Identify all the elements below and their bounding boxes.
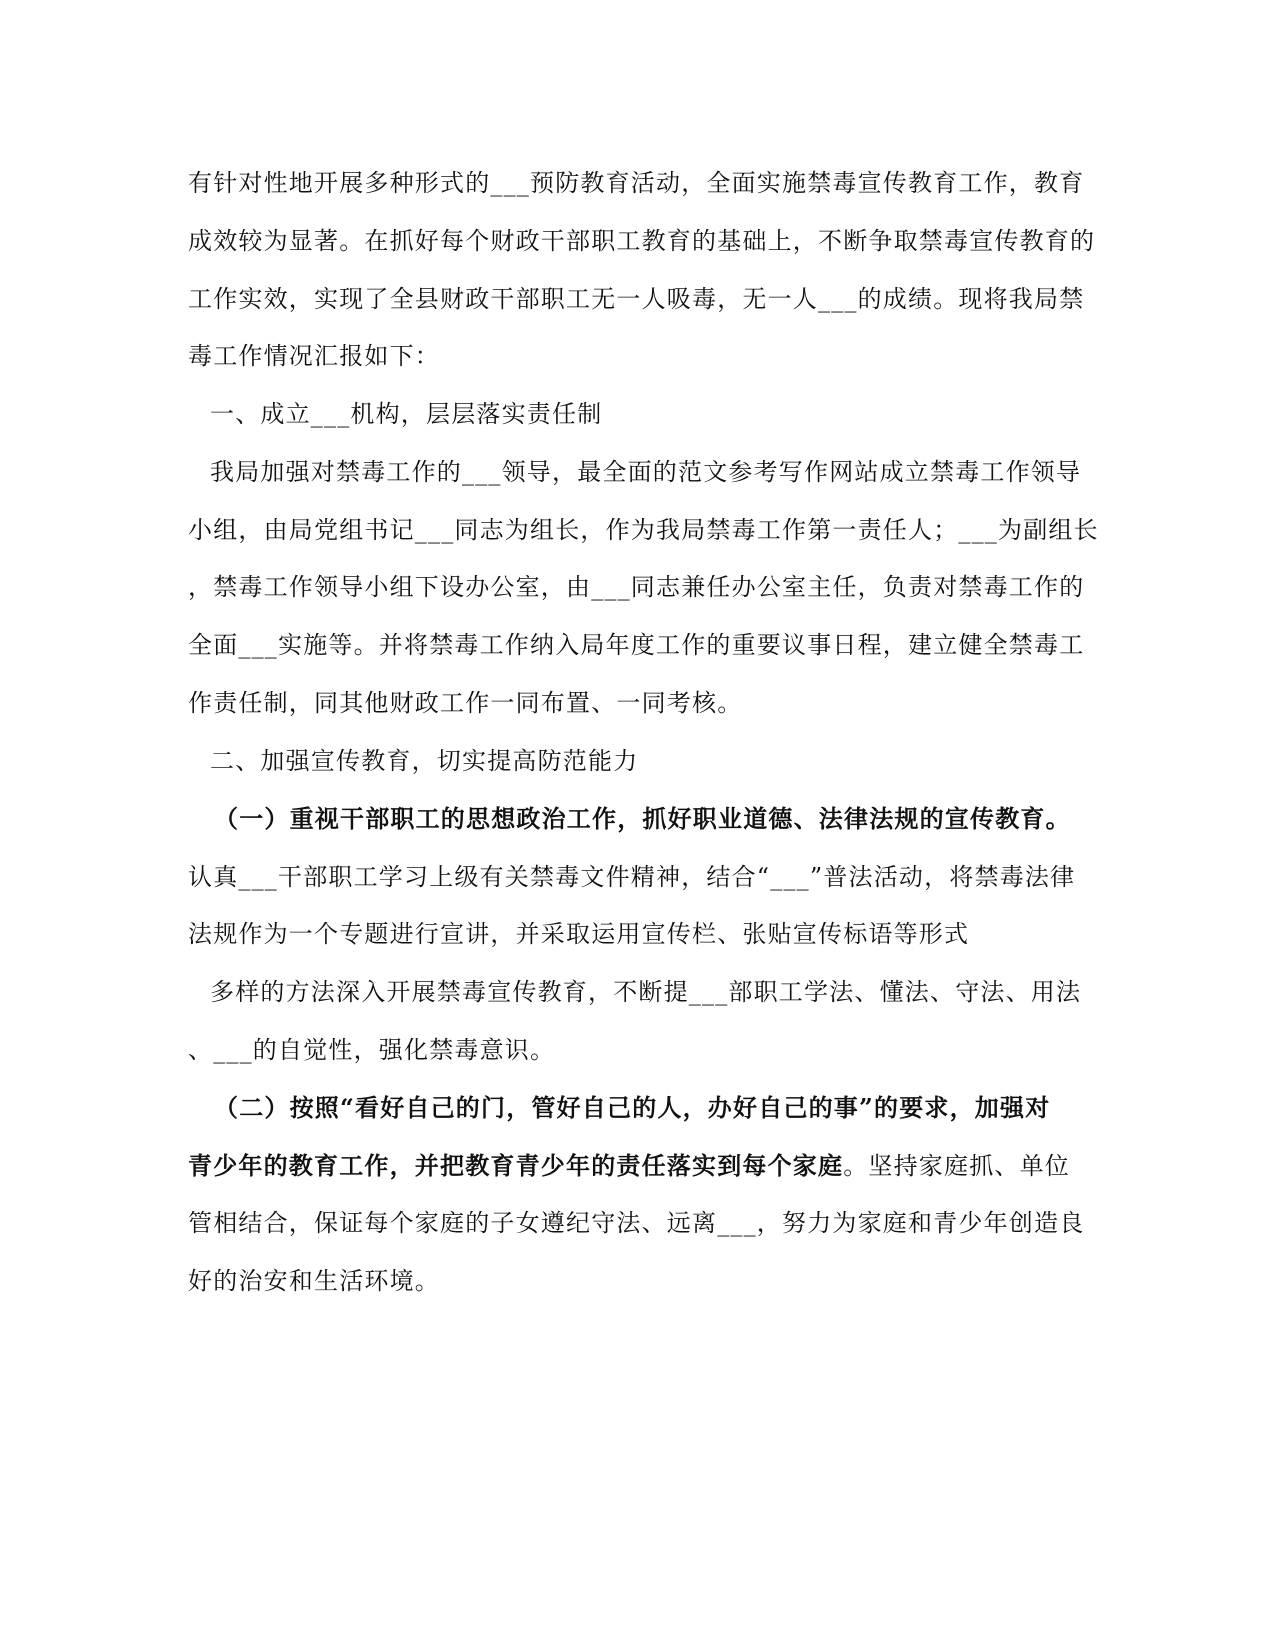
paragraph-line: 毒工作情况汇报如下：: [188, 342, 440, 370]
paragraph-line: 法规作为一个专题进行宣讲，并采取运用宣传栏、张贴宣传标语等形式: [188, 920, 970, 948]
subsection-heading: （一）重视干部职工的思想政治工作，抓好职业道德、法律法规的宣传教育。: [214, 804, 1071, 833]
paragraph-line: 有针对性地开展多种形式的___预防教育活动，全面实施禁毒宣传教育工作，教育: [188, 169, 1085, 197]
paragraph-line: 全面___实施等。并将禁毒工作纳入局年度工作的重要议事日程，建立健全禁毒工: [188, 631, 1085, 659]
paragraph-text: 。坚持家庭抓、单位: [843, 1152, 1071, 1180]
paragraph-line: 小组，由局党组书记___同志为组长，作为我局禁毒工作第一责任人；___为副组长: [188, 516, 1099, 544]
paragraph-line: ，禁毒工作领导小组下设办公室，由___同志兼任办公室主任，负责对禁毒工作的: [188, 573, 1085, 601]
paragraph-line: 成效较为显著。在抓好每个财政干部职工教育的基础上，不断争取禁毒宣传教育的: [188, 227, 1096, 255]
section-heading: 一、成立___机构，层层落实责任制: [210, 400, 603, 428]
paragraph-line: 我局加强对禁毒工作的___领导，最全面的范文参考写作网站成立禁毒工作领导: [210, 458, 1082, 486]
paragraph-line: 、___的自觉性，强化禁毒意识。: [188, 1036, 556, 1064]
paragraph-line: 作责任制，同其他财政工作一同布置、一同考核。: [188, 689, 743, 717]
paragraph-line: 管相结合，保证每个家庭的子女遵纪守法、远离___，努力为家庭和青少年创造良: [188, 1209, 1085, 1237]
bold-heading-text: 青少年的教育工作，并把教育青少年的责任落实到每个家庭: [188, 1151, 844, 1180]
paragraph-line: 好的治安和生活环境。: [188, 1267, 440, 1295]
subsection-heading: （二）按照“看好自己的门，管好自己的人，办好自己的事”的要求，加强对: [214, 1093, 1051, 1122]
paragraph-line: 工作实效，实现了全县财政干部职工无一人吸毒，无一人___的成绩。现将我局禁: [188, 285, 1085, 313]
paragraph-line: 认真___干部职工学习上级有关禁毒文件精神，结合“___”普法活动，将禁毒法律: [188, 863, 1076, 891]
section-heading: 二、加强宣传教育，切实提高防范能力: [210, 747, 639, 775]
paragraph-line: 多样的方法深入开展禁毒宣传教育，不断提___部职工学法、懂法、守法、用法: [210, 978, 1082, 1006]
paragraph-line: [188, 1151, 1070, 1181]
